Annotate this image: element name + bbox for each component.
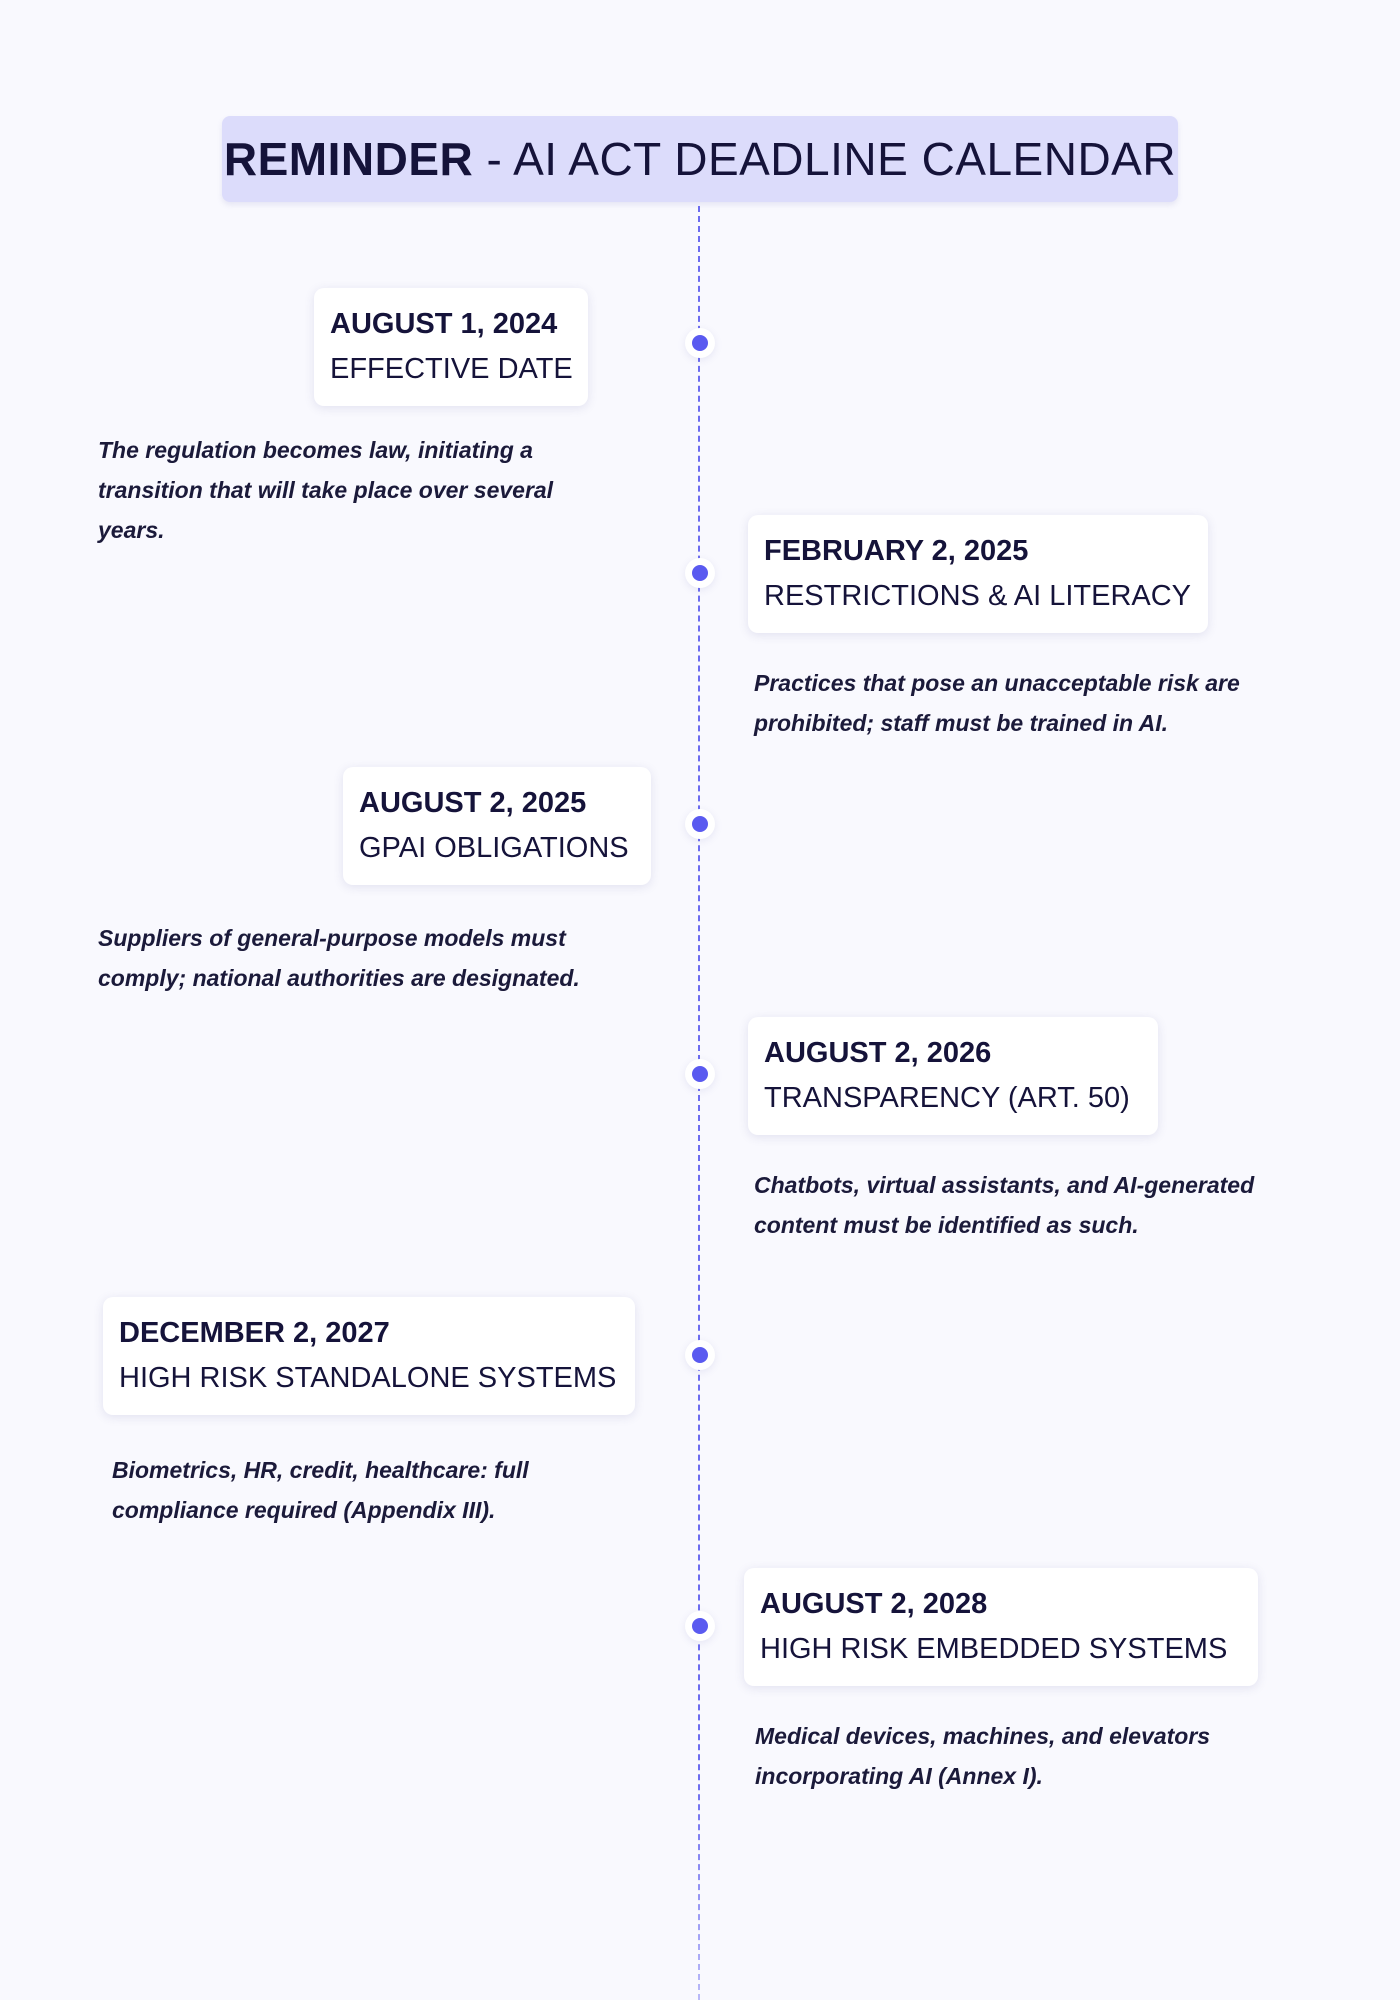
event-label: RESTRICTIONS & AI LITERACY [764,580,1192,612]
event-card [314,288,588,406]
timeline-dot [692,816,708,832]
event-date: FEBRUARY 2, 2025 [764,535,1029,567]
event-description: Biometrics, HR, credit, healthcare: full compliance required (Appendix III). [112,1457,529,1523]
event-card [748,1017,1158,1135]
event-description: Practices that pose an unacceptable risk are prohibited; staff must be trained in AI. [754,670,1240,736]
event-date: DECEMBER 2, 2027 [119,1317,390,1349]
timeline-axis [698,206,700,2000]
event-label: TRANSPARENCY (ART. 50) [764,1082,1130,1114]
timeline-dot [692,1618,708,1634]
event-date: AUGUST 2, 2026 [764,1037,992,1069]
event-description: Chatbots, virtual assistants, and AI-generated content must be identified as such. [754,1172,1255,1238]
event-description: Medical devices, machines, and elevators incorporating AI (Annex I). [755,1723,1211,1789]
event-label: GPAI OBLIGATIONS [359,832,629,864]
timeline-dot [692,565,708,581]
event-date: AUGUST 1, 2024 [330,308,558,340]
event-label: HIGH RISK STANDALONE SYSTEMS [119,1362,617,1394]
event-description: The regulation becomes law, initiating a transition that will take place over several years. [98,437,554,543]
event-date: AUGUST 2, 2025 [359,787,587,819]
event-card [744,1568,1258,1686]
event-card [748,515,1208,633]
event-date: AUGUST 2, 2028 [760,1588,988,1620]
event-description: Suppliers of general-purpose models must comply; national authorities are designated. [98,925,580,991]
event-card [103,1297,635,1415]
timeline-dot [692,335,708,351]
timeline-dot [692,1066,708,1082]
event-card [343,767,651,885]
title-emphasis: REMINDER [223,133,474,185]
timeline-axis-fade [690,1780,710,2000]
title-rest: - AI ACT DEADLINE CALENDAR [473,133,1177,185]
event-label: EFFECTIVE DATE [330,353,573,385]
timeline-dot [692,1347,708,1363]
event-label: HIGH RISK EMBEDDED SYSTEMS [760,1633,1228,1665]
page-title [222,116,1178,202]
